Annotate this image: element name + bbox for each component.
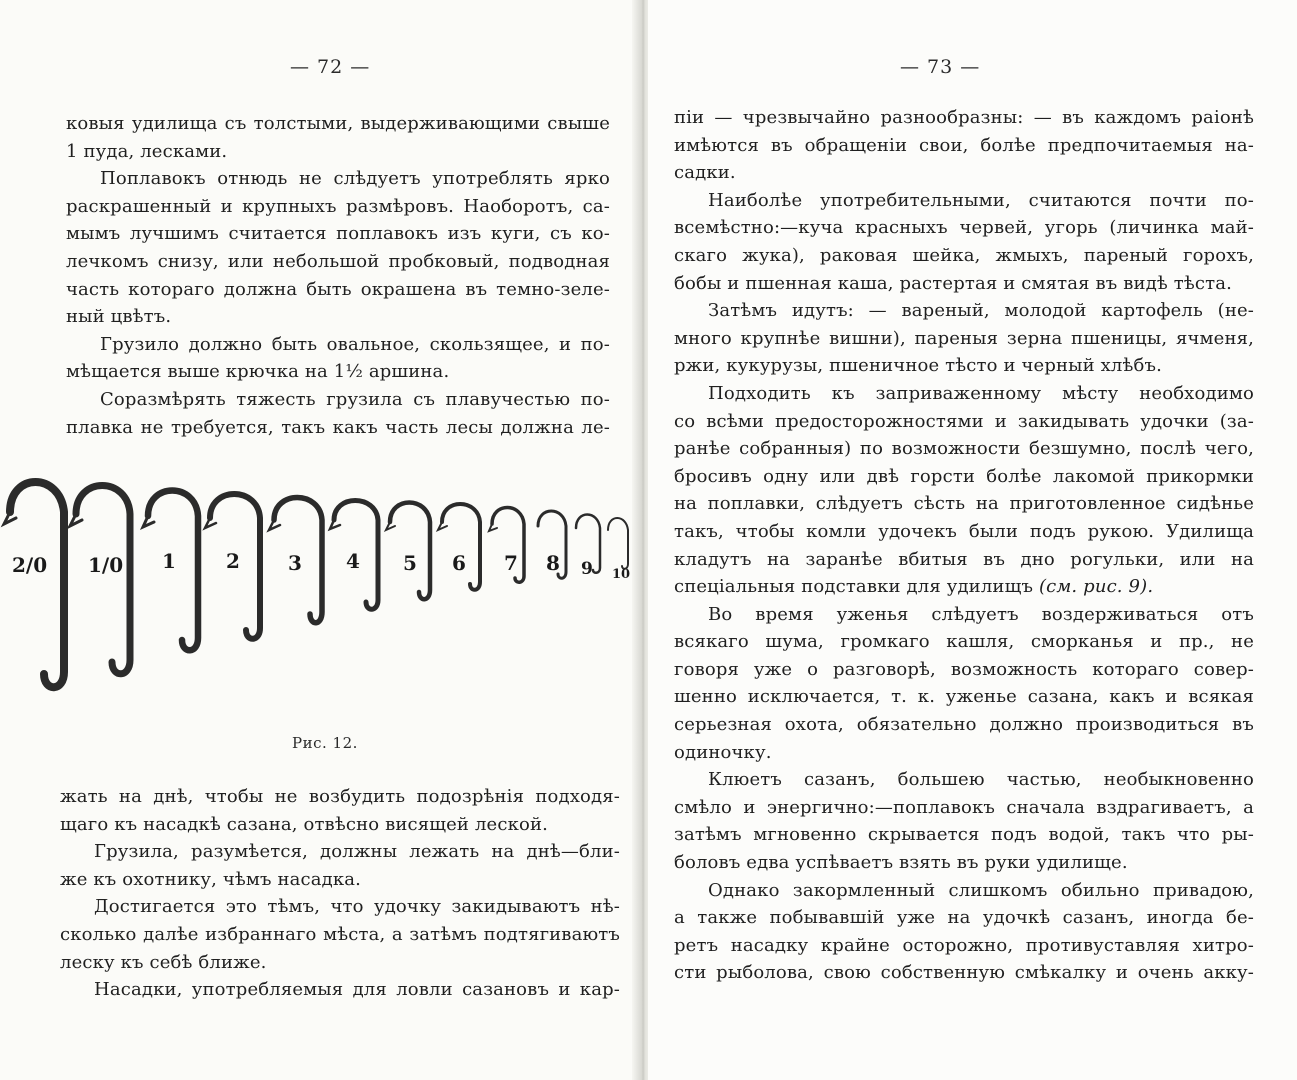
hook-label: 9 xyxy=(581,559,593,579)
left-page-bottom-text xyxy=(60,783,620,1004)
text-line: Соразмѣрять тяжесть грузила съ плавучестью по- xyxy=(100,388,610,410)
text-line: жать на днѣ, чтобы не возбудить подозрѣнія подходя- xyxy=(60,786,620,807)
hook-10-icon xyxy=(608,518,628,569)
hook-label: 6 xyxy=(452,551,466,575)
hook-label: 3 xyxy=(288,551,302,575)
page-number-right: — 73 — xyxy=(900,56,981,78)
text-line: сколько далѣе избраннаго мѣста, а затѣмъ подтягиваютъ xyxy=(60,923,620,945)
text-line: лечкомъ снизу, или небольшой пробковый, подводная xyxy=(66,250,610,272)
hook-1-0-icon xyxy=(70,486,130,674)
page-number-left: — 72 — xyxy=(290,56,371,78)
hook-6-icon xyxy=(438,504,480,590)
text-line: садки. xyxy=(674,162,736,184)
text-line: имѣются въ обращенiи свои, болѣе предпочитаемыя на- xyxy=(674,134,1254,156)
text-line: затѣмъ мгновенно скрывается подъ водой, такъ что ры- xyxy=(674,824,1254,846)
text-line: ковыя удилища съ толстыми, выдерживающими свыше xyxy=(66,113,610,134)
text-line: скаго жука), раковая шейка, жмыхъ, пареный горохъ, xyxy=(674,244,1254,266)
text-line: шенно исключается, т. к. уженье сазана, какъ и всякая xyxy=(674,686,1254,708)
hook-label: 5 xyxy=(403,551,417,575)
text-line: всемѣстно:—куча красныхъ червей, угорь (личинка май- xyxy=(674,217,1254,239)
text-line: Поплавокъ отнюдь не слѣдуетъ употреблять ярко xyxy=(100,168,610,190)
text-line: Клюетъ сазанъ, большею частью, необыкновенно xyxy=(708,769,1254,791)
text-line xyxy=(674,573,1254,601)
text-line: мѣщается выше крючка на 1½ аршина. xyxy=(66,361,450,383)
text-line: серьезная охота, обязательно должно производиться въ xyxy=(674,714,1254,736)
text-line: на поплавки, слѣдуетъ сѣсть на приготовленное сидѣнье xyxy=(674,493,1254,515)
text-line: одиночку. xyxy=(674,741,772,763)
text-line: раскрашенный и крупныхъ размѣровъ. Наоборотъ, са- xyxy=(66,195,610,217)
text-line: Подходить къ заприваженному мѣсту необходимо xyxy=(708,382,1254,404)
left-page-top-text xyxy=(66,110,610,441)
text-line: часть котораго должна быть окрашена въ темно-зеле- xyxy=(66,278,610,300)
right-page xyxy=(648,0,1297,1080)
figure-caption: Рис. 12. xyxy=(292,734,358,752)
hook-label: 4 xyxy=(346,549,360,573)
text-line: Затѣмъ идутъ: — вареный, молодой картофель (не- xyxy=(708,300,1254,322)
text-line: Грузило должно быть овальное, скользящее, и по- xyxy=(100,333,610,355)
hook-label: 2 xyxy=(226,549,240,573)
text-line: бобы и пшенная каша, растертая и смятая въ видѣ тѣста. xyxy=(674,272,1233,294)
right-page-text xyxy=(674,104,1254,987)
text-line: Наиболѣе употребительными, считаются почти по- xyxy=(708,189,1254,211)
text-line: Грузила, разумѣется, должны лежать на днѣ—бли- xyxy=(94,841,620,863)
text-line: а также побывавшiй уже на удочкѣ сазанъ, иногда бе- xyxy=(674,907,1254,929)
hook-label: 1 xyxy=(162,549,176,573)
text-line: Насадки, употребляемыя для ловли сазановъ и кар- xyxy=(94,979,620,1001)
hook-label: 8 xyxy=(546,551,560,575)
text-line: сти рыболова, свою собственную смѣкалку и очень акку- xyxy=(674,962,1254,984)
text-line: леску къ себѣ ближе. xyxy=(60,951,267,973)
figure-reference: (см. рис. 9). xyxy=(1038,576,1154,598)
text-line: Однако закормленный слишкомъ обильно привадою, xyxy=(708,879,1254,901)
text-line: со всѣми предосторожностями и закидывать удочки (за- xyxy=(674,410,1254,432)
text-line: боловъ едва успѣваетъ взять въ руки удилище. xyxy=(674,852,1128,874)
fish-hooks-figure xyxy=(0,462,640,702)
text-line: кладутъ на заранѣе вбитыя въ дно рогульки, или на xyxy=(674,548,1254,570)
hook-label: 10 xyxy=(612,567,631,582)
text-line: говоря уже о разговорѣ, возможность котораго совер- xyxy=(674,658,1254,680)
text-line: мымъ лучшимъ считается поплавокъ изъ куги, съ ко- xyxy=(66,223,610,245)
hook-label: 1/0 xyxy=(88,553,124,577)
text-line: же къ охотнику, чѣмъ насадка. xyxy=(60,868,362,890)
text-line: Во время уженья слѣдуетъ воздерживаться отъ xyxy=(708,603,1254,625)
text-line: щаго къ насадкѣ сазана, отвѣсно висящей леской. xyxy=(60,813,548,835)
hook-label: 7 xyxy=(504,551,518,575)
fish-hooks-illustration xyxy=(0,462,640,702)
text-line: всякаго шума, громкаго кашля, сморканья и пр., не xyxy=(674,631,1254,653)
text-line: 1 пуда, лесками. xyxy=(66,140,228,162)
text-line: ржи, кукурузы, пшеничное тѣсто и черный хлѣбъ. xyxy=(674,355,1162,377)
text-line: Достигается это тѣмъ, что удочку закидываютъ нѣ- xyxy=(94,896,620,918)
text-line: такъ, чтобы комли удочекъ были подъ рукою. Удилища xyxy=(674,520,1254,542)
text-line: смѣло и энергично:—поплавокъ сначала вздрагиваетъ, а xyxy=(674,796,1254,818)
text-line: много крупнѣе вишни), пареныя зерна пшеницы, ячменя, xyxy=(674,327,1254,349)
text-line: ретъ насадку крайне осторожно, противуставляя хитро- xyxy=(674,934,1254,956)
left-page xyxy=(0,0,640,1080)
text-line: ный цвѣтъ. xyxy=(66,306,172,328)
text-line: плавка не требуется, такъ какъ часть лесы должна ле- xyxy=(66,416,610,438)
hook-label: 2/0 xyxy=(12,553,48,577)
hook-2-0-icon xyxy=(4,482,64,687)
text-line: бросивъ одну или двѣ горсти болѣе лакомой прикормки xyxy=(674,465,1254,487)
text-line-part: спецiальныя подставки для удилищъ xyxy=(674,576,1034,598)
text-line: ранѣе собранныя) по возможности безшумно, послѣ чего, xyxy=(674,438,1254,460)
text-line: пiи — чрезвычайно разнообразны: — въ каждомъ раiонѣ xyxy=(674,107,1254,128)
